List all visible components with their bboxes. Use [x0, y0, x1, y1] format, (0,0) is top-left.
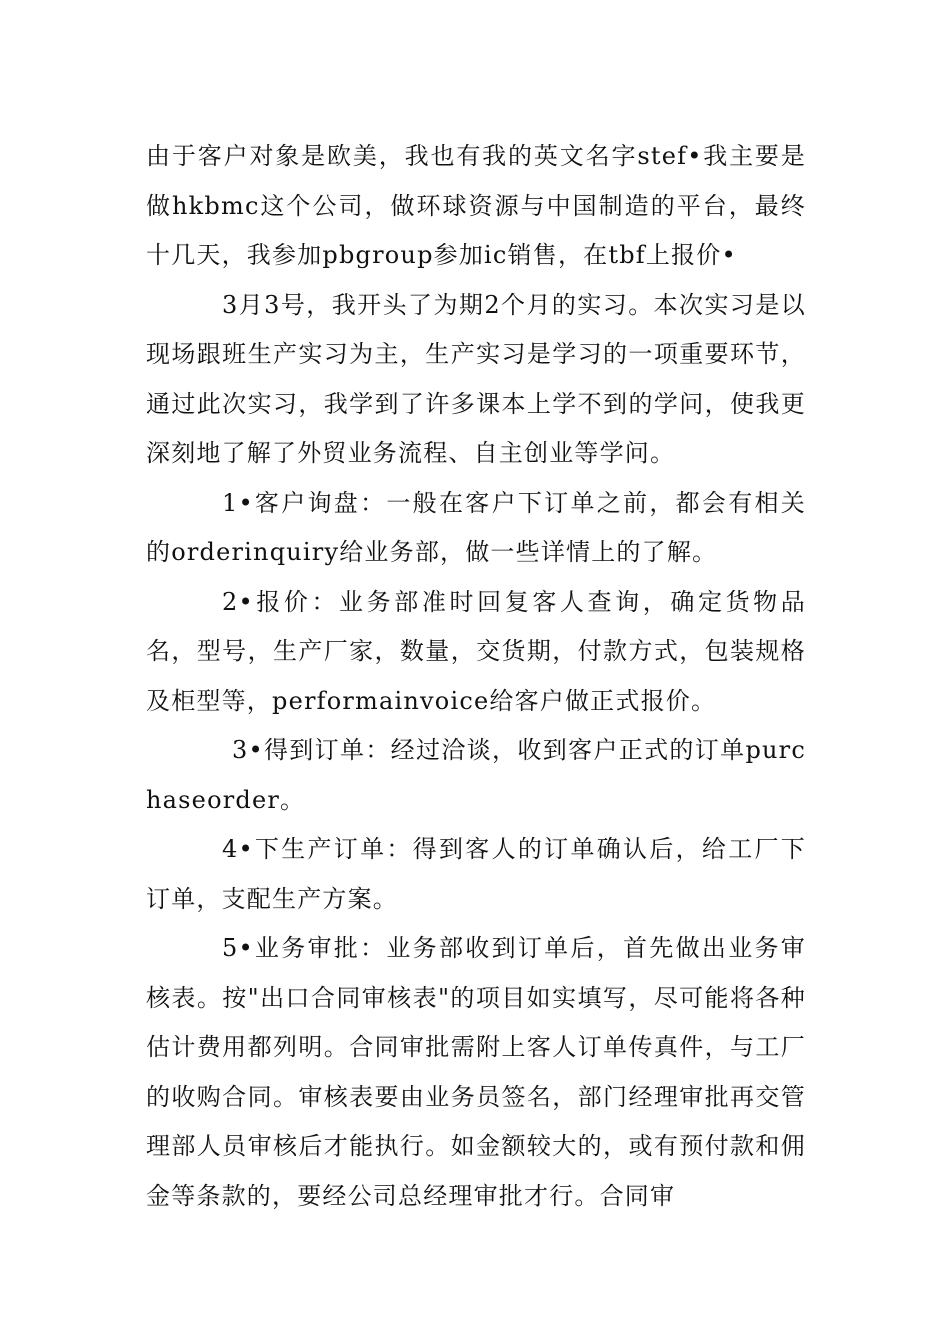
paragraph-step-5-approval: 5•业务审批：业务部收到订单后，首先做出业务审核表。按"出口合同审核表"的项目如实填写，尽可能将各种估计费用都列明。合同审批需附上客人订单传真件，与工厂的收购合同。审核表要由业务员签名，部门经理审批再交管理部人员审核后才能执行。如金额较大的，或有预付款和佣金等条款的，要经公司总经理审批才行。合同审	[146, 934, 806, 1210]
paragraph-step-4-production: 4•下生产订单：得到客人的订单确认后，给工厂下订单，支配生产方案。	[146, 835, 806, 913]
paragraph-intro: 由于客户对象是欧美，我也有我的英文名字stef•我主要是做hkbmc这个公司，做环球资源与中国制造的平台，最终十几天，我参加pbgroup参加ic销售，在tbf上报价•	[146, 142, 806, 269]
paragraph-step-3-order: 3•得到订单：经过洽谈，收到客户正式的订单purchaseorder。	[146, 736, 806, 814]
paragraph-step-1-inquiry: 1•客户询盘：一般在客户下订单之前，都会有相关的orderinquiry给业务部，做一些详情上的了解。	[146, 488, 806, 566]
paragraph-internship: 3月3号，我开头了为期2个月的实习。本次实习是以现场跟班生产实习为主，生产实习是学习的一项重要环节，通过此次实习，我学到了许多课本上学不到的学问，使我更深刻地了解了外贸业务流程、自主创业等学问。	[146, 290, 806, 467]
document-body	[146, 132, 806, 1221]
paragraph-step-2-quotation: 2•报价：业务部准时回复客人查询，确定货物品名，型号，生产厂家，数量，交货期，付款方式，包装规格及柜型等，performainvoice给客户做正式报价。	[146, 587, 806, 715]
